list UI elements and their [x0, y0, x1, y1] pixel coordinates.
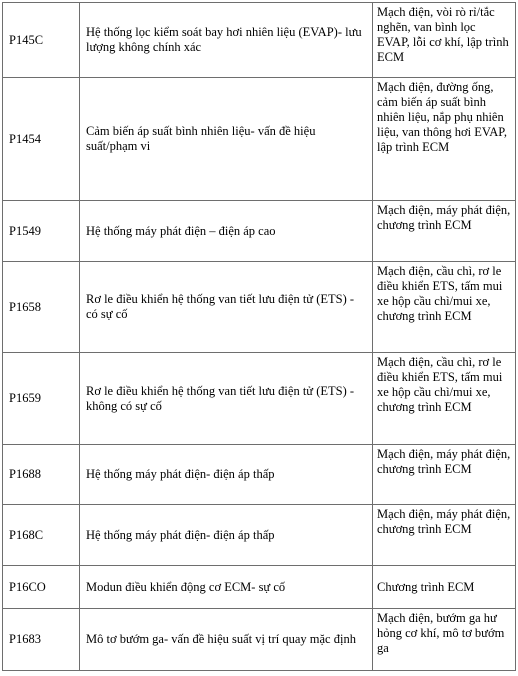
dtc-code: P145C	[3, 3, 80, 78]
dtc-code: P16CO	[3, 566, 80, 609]
dtc-description: Hệ thống máy phát điện- điện áp thấp	[80, 445, 373, 505]
dtc-code: P1688	[3, 445, 80, 505]
dtc-causes: Mạch điện, cầu chì, rơ le điều khiển ETS, tấm mui xe hộp cầu chì/mui xe, chương trình ECM	[373, 262, 516, 353]
dtc-causes: Chương trình ECM	[373, 566, 516, 609]
dtc-description: Rơ le điều khiển hệ thống van tiết lưu điện tử (ETS) - không có sự cố	[80, 353, 373, 445]
dtc-description: Rơ le điều khiển hệ thống van tiết lưu điện tử (ETS) - có sự cố	[80, 262, 373, 353]
dtc-code: P1454	[3, 78, 80, 201]
table-row	[3, 445, 516, 505]
dtc-code: P1658	[3, 262, 80, 353]
table-row	[3, 262, 516, 353]
dtc-causes: Mạch điện, máy phát điện, chương trình ECM	[373, 445, 516, 505]
dtc-code: P1549	[3, 201, 80, 262]
dtc-causes: Mạch điện, máy phát điện, chương trình ECM	[373, 505, 516, 566]
dtc-causes: Mạch điện, máy phát điện, chương trình ECM	[373, 201, 516, 262]
table-row	[3, 609, 516, 671]
dtc-description: Hệ thống máy phát điện- điện áp thấp	[80, 505, 373, 566]
dtc-description: Cảm biến áp suất bình nhiên liệu- vấn đề hiệu suất/phạm vi	[80, 78, 373, 201]
dtc-table	[2, 2, 516, 671]
table-row	[3, 78, 516, 201]
table-row	[3, 353, 516, 445]
dtc-code: P168C	[3, 505, 80, 566]
dtc-description: Mô tơ bướm ga- vấn đề hiệu suất vị trí quay mặc định	[80, 609, 373, 671]
dtc-causes: Mạch điện, bướm ga hư hỏng cơ khí, mô tơ bướm ga	[373, 609, 516, 671]
table-row	[3, 3, 516, 78]
table-row	[3, 566, 516, 609]
dtc-causes: Mạch điện, đường ống, cảm biến áp suất bình nhiên liệu, nắp phụ nhiên liệu, van thông hơi EVAP, lập trình ECM	[373, 78, 516, 201]
dtc-description: Hệ thống lọc kiểm soát bay hơi nhiên liệu (EVAP)- lưu lượng không chính xác	[80, 3, 373, 78]
table-row	[3, 201, 516, 262]
dtc-description: Modun điều khiển động cơ ECM- sự cố	[80, 566, 373, 609]
dtc-code: P1659	[3, 353, 80, 445]
dtc-causes: Mạch điện, cầu chì, rơ le điều khiển ETS, tấm mui xe hộp cầu chì/mui xe, chương trình ECM	[373, 353, 516, 445]
dtc-description: Hệ thống máy phát điện – điện áp cao	[80, 201, 373, 262]
dtc-causes: Mạch điện, vòi rò rỉ/tắc nghẽn, van bình lọc EVAP, lỗi cơ khí, lập trình ECM	[373, 3, 516, 78]
dtc-code: P1683	[3, 609, 80, 671]
table-row	[3, 505, 516, 566]
